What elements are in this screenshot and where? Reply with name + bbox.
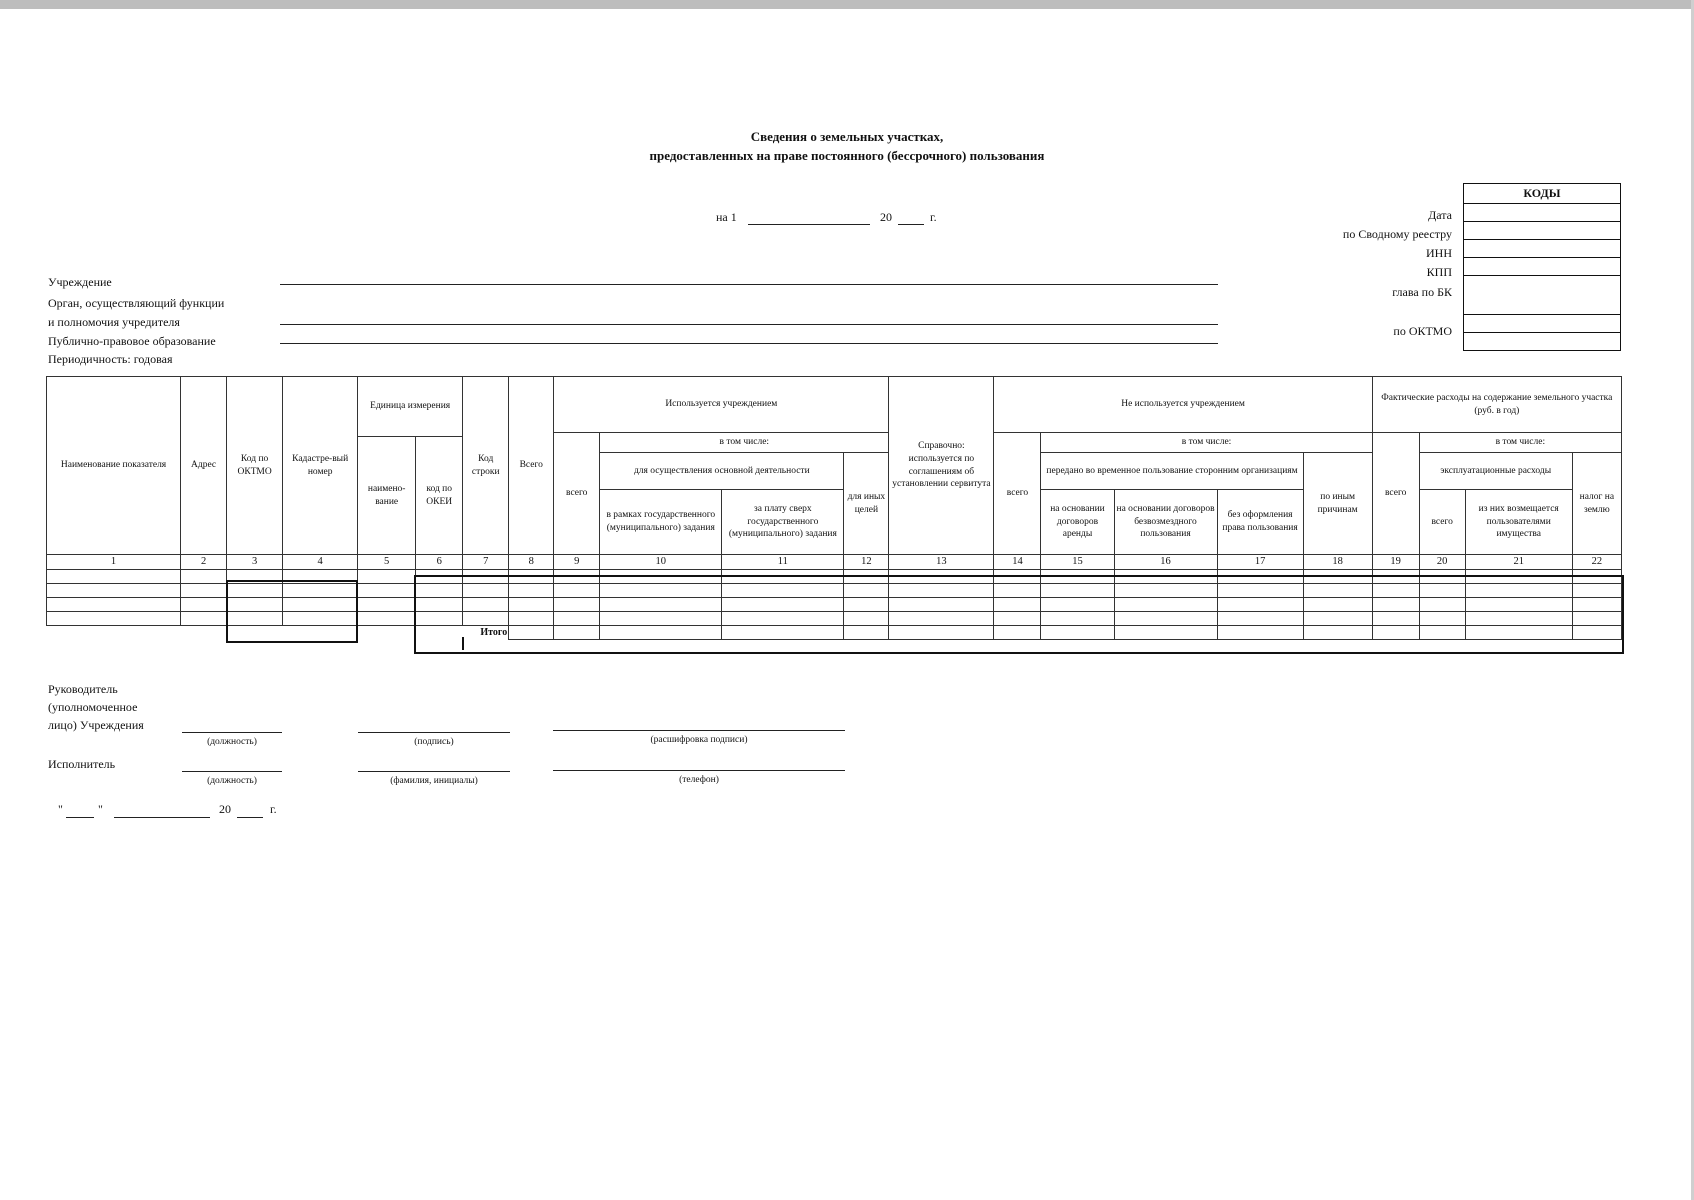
th-lease: на основании договоров аренды [1041, 490, 1114, 555]
th-main-activity: для осуществления основной деятельности [600, 453, 844, 490]
cell[interactable] [358, 598, 416, 612]
sign-date-day-field[interactable] [66, 817, 94, 818]
head-signature-caption: (подпись) [414, 737, 454, 747]
col-number: 7 [463, 555, 509, 570]
field-institution-line[interactable] [280, 284, 1218, 285]
col-number: 22 [1572, 555, 1621, 570]
total-label: Итого [480, 627, 508, 639]
code-kpp-cell[interactable] [1464, 258, 1621, 276]
th-used-incl: в том числе: [600, 433, 889, 453]
col-number: 4 [283, 555, 358, 570]
head-position-caption: (должность) [207, 737, 257, 747]
code-oktmo-cell[interactable] [1464, 315, 1621, 333]
cell[interactable] [47, 612, 181, 626]
th-exp-total: всего [1372, 433, 1419, 555]
col-number: 1 [47, 555, 181, 570]
head-signature-line[interactable] [358, 732, 510, 733]
data-area-box [414, 575, 1624, 654]
th-address: Адрес [181, 377, 227, 555]
executor-phone-caption: (телефон) [679, 775, 719, 785]
th-nu-incl: в том числе: [1041, 433, 1372, 453]
th-transferred: передано во временное пользование сторонним организациям [1041, 453, 1303, 490]
col-number: 2 [181, 555, 227, 570]
th-servitude: Справочно: используется по соглашениям об установлении сервитута [889, 377, 994, 555]
cell[interactable] [181, 584, 227, 598]
head-label-1: Руководитель [48, 682, 118, 696]
th-other-goals: для иных целей [844, 453, 889, 555]
head-decoding-line[interactable] [553, 730, 845, 731]
code-label-bk: глава по БК [1392, 285, 1452, 299]
th-nu-total: всего [994, 433, 1041, 555]
form-title-line2: предоставленных на праве постоянного (бессрочного) пользования [649, 148, 1045, 163]
th-oktmo: Код по ОКТМО [227, 377, 283, 555]
th-no-rights: без оформления права пользования [1217, 490, 1303, 555]
th-used-total: всего [554, 433, 600, 555]
th-exp-incl: в том числе: [1419, 433, 1621, 453]
th-operating: эксплуатационные расходы [1419, 453, 1572, 490]
code-label-oktmo: по ОКТМО [1393, 324, 1452, 338]
date-year-field[interactable] [898, 224, 924, 225]
cell[interactable] [47, 598, 181, 612]
col-number: 18 [1303, 555, 1372, 570]
th-paid: за плату сверх государственного (муниципального) задания [722, 490, 844, 555]
code-label-registry: по Сводному реестру [1342, 227, 1452, 241]
executor-label: Исполнитель [48, 757, 116, 771]
executor-name-line[interactable] [358, 771, 510, 772]
sign-date-quote-close: " [98, 802, 103, 816]
column-numbers-row [47, 555, 1622, 570]
col-number: 20 [1419, 555, 1465, 570]
cell[interactable] [181, 598, 227, 612]
th-unit-okei: код по ОКЕИ [416, 437, 463, 555]
cell[interactable] [358, 570, 416, 584]
field-periodicity-label: Периодичность: годовая [48, 352, 173, 366]
date-year-prefix: 20 [880, 210, 892, 224]
col-number: 5 [358, 555, 416, 570]
th-other-reasons: по иным причинам [1303, 453, 1372, 555]
cell[interactable] [358, 584, 416, 598]
cell[interactable] [47, 570, 181, 584]
code-label-kpp: КПП [1426, 265, 1452, 279]
col-number: 13 [889, 555, 994, 570]
date-day-month-field[interactable] [748, 224, 870, 225]
field-organ-label-1: Орган, осуществляющий функции [48, 296, 225, 310]
th-expenses: Фактические расходы на содержание земельного участка (руб. в год) [1372, 377, 1621, 433]
th-not-used: Не используется учреждением [994, 377, 1372, 433]
date-prefix: на 1 [716, 210, 737, 224]
th-unit: Единица измерения [358, 377, 463, 437]
col-number: 19 [1372, 555, 1419, 570]
col-number: 16 [1114, 555, 1217, 570]
scan-top-edge [0, 0, 1694, 9]
col-number: 6 [416, 555, 463, 570]
cell[interactable] [181, 570, 227, 584]
cell[interactable] [181, 612, 227, 626]
total-left-border [462, 637, 464, 650]
col-number: 12 [844, 555, 889, 570]
field-organ-label-2: и полномочия учредителя [48, 315, 180, 329]
codes-table [1463, 183, 1621, 351]
th-unit-name: наимено-вание [358, 437, 416, 555]
executor-position-line[interactable] [182, 771, 282, 772]
col-number: 3 [227, 555, 283, 570]
th-name: Наименование показателя [47, 377, 181, 555]
field-public-entity-label: Публично-правовое образование [48, 334, 216, 348]
col-number: 10 [600, 555, 722, 570]
sign-date-month-field[interactable] [114, 817, 210, 818]
codes-header: КОДЫ [1464, 184, 1621, 204]
th-reimbursed: из них возмещается пользователями имущества [1465, 490, 1572, 555]
head-label-3: лицо) Учреждения [48, 718, 144, 732]
th-state-task: в рамках государственного (муниципального) задания [600, 490, 722, 555]
cell[interactable] [358, 612, 416, 626]
code-bk-cell[interactable] [1464, 276, 1621, 315]
th-row-code: Код строки [463, 377, 509, 555]
col-number: 21 [1465, 555, 1572, 570]
col-number: 8 [509, 555, 554, 570]
date-suffix: г. [930, 210, 937, 224]
field-institution-label: Учреждение [48, 275, 112, 289]
col-number: 15 [1041, 555, 1114, 570]
executor-position-caption: (должность) [207, 776, 257, 786]
executor-name-caption: (фамилия, инициалы) [390, 776, 478, 786]
th-op-total: всего [1419, 490, 1465, 555]
sign-date-suffix: г. [270, 802, 277, 816]
form-title-line1: Сведения о земельных участках, [750, 129, 944, 144]
head-position-line[interactable] [182, 732, 282, 733]
sign-date-year-field[interactable] [237, 817, 263, 818]
th-used: Используется учреждением [554, 377, 889, 433]
sign-date-year-prefix: 20 [219, 802, 231, 816]
field-public-entity-line[interactable] [280, 343, 1218, 344]
col-number: 14 [994, 555, 1041, 570]
th-land-tax: налог на землю [1572, 453, 1621, 555]
code-label-inn: ИНН [1426, 246, 1452, 260]
th-total: Всего [509, 377, 554, 555]
col-number: 11 [722, 555, 844, 570]
field-organ-line[interactable] [280, 324, 1218, 325]
code-date-cell[interactable] [1464, 204, 1621, 222]
executor-phone-line[interactable] [553, 770, 845, 771]
head-decoding-caption: (расшифровка подписи) [650, 735, 748, 745]
head-label-2: (уполномоченное [48, 700, 138, 714]
col-number: 17 [1217, 555, 1303, 570]
cell[interactable] [47, 584, 181, 598]
sign-date-quote-open: " [58, 802, 63, 816]
code-label-date: Дата [1428, 208, 1452, 222]
col-number: 9 [554, 555, 600, 570]
code-inn-cell[interactable] [1464, 240, 1621, 258]
th-cadastral: Кадастре-вый номер [283, 377, 358, 555]
code-empty-cell[interactable] [1464, 333, 1621, 351]
code-registry-cell[interactable] [1464, 222, 1621, 240]
th-free-use: на основании договоров безвозмездного пользования [1114, 490, 1217, 555]
oktmo-cadastral-box [226, 580, 358, 643]
